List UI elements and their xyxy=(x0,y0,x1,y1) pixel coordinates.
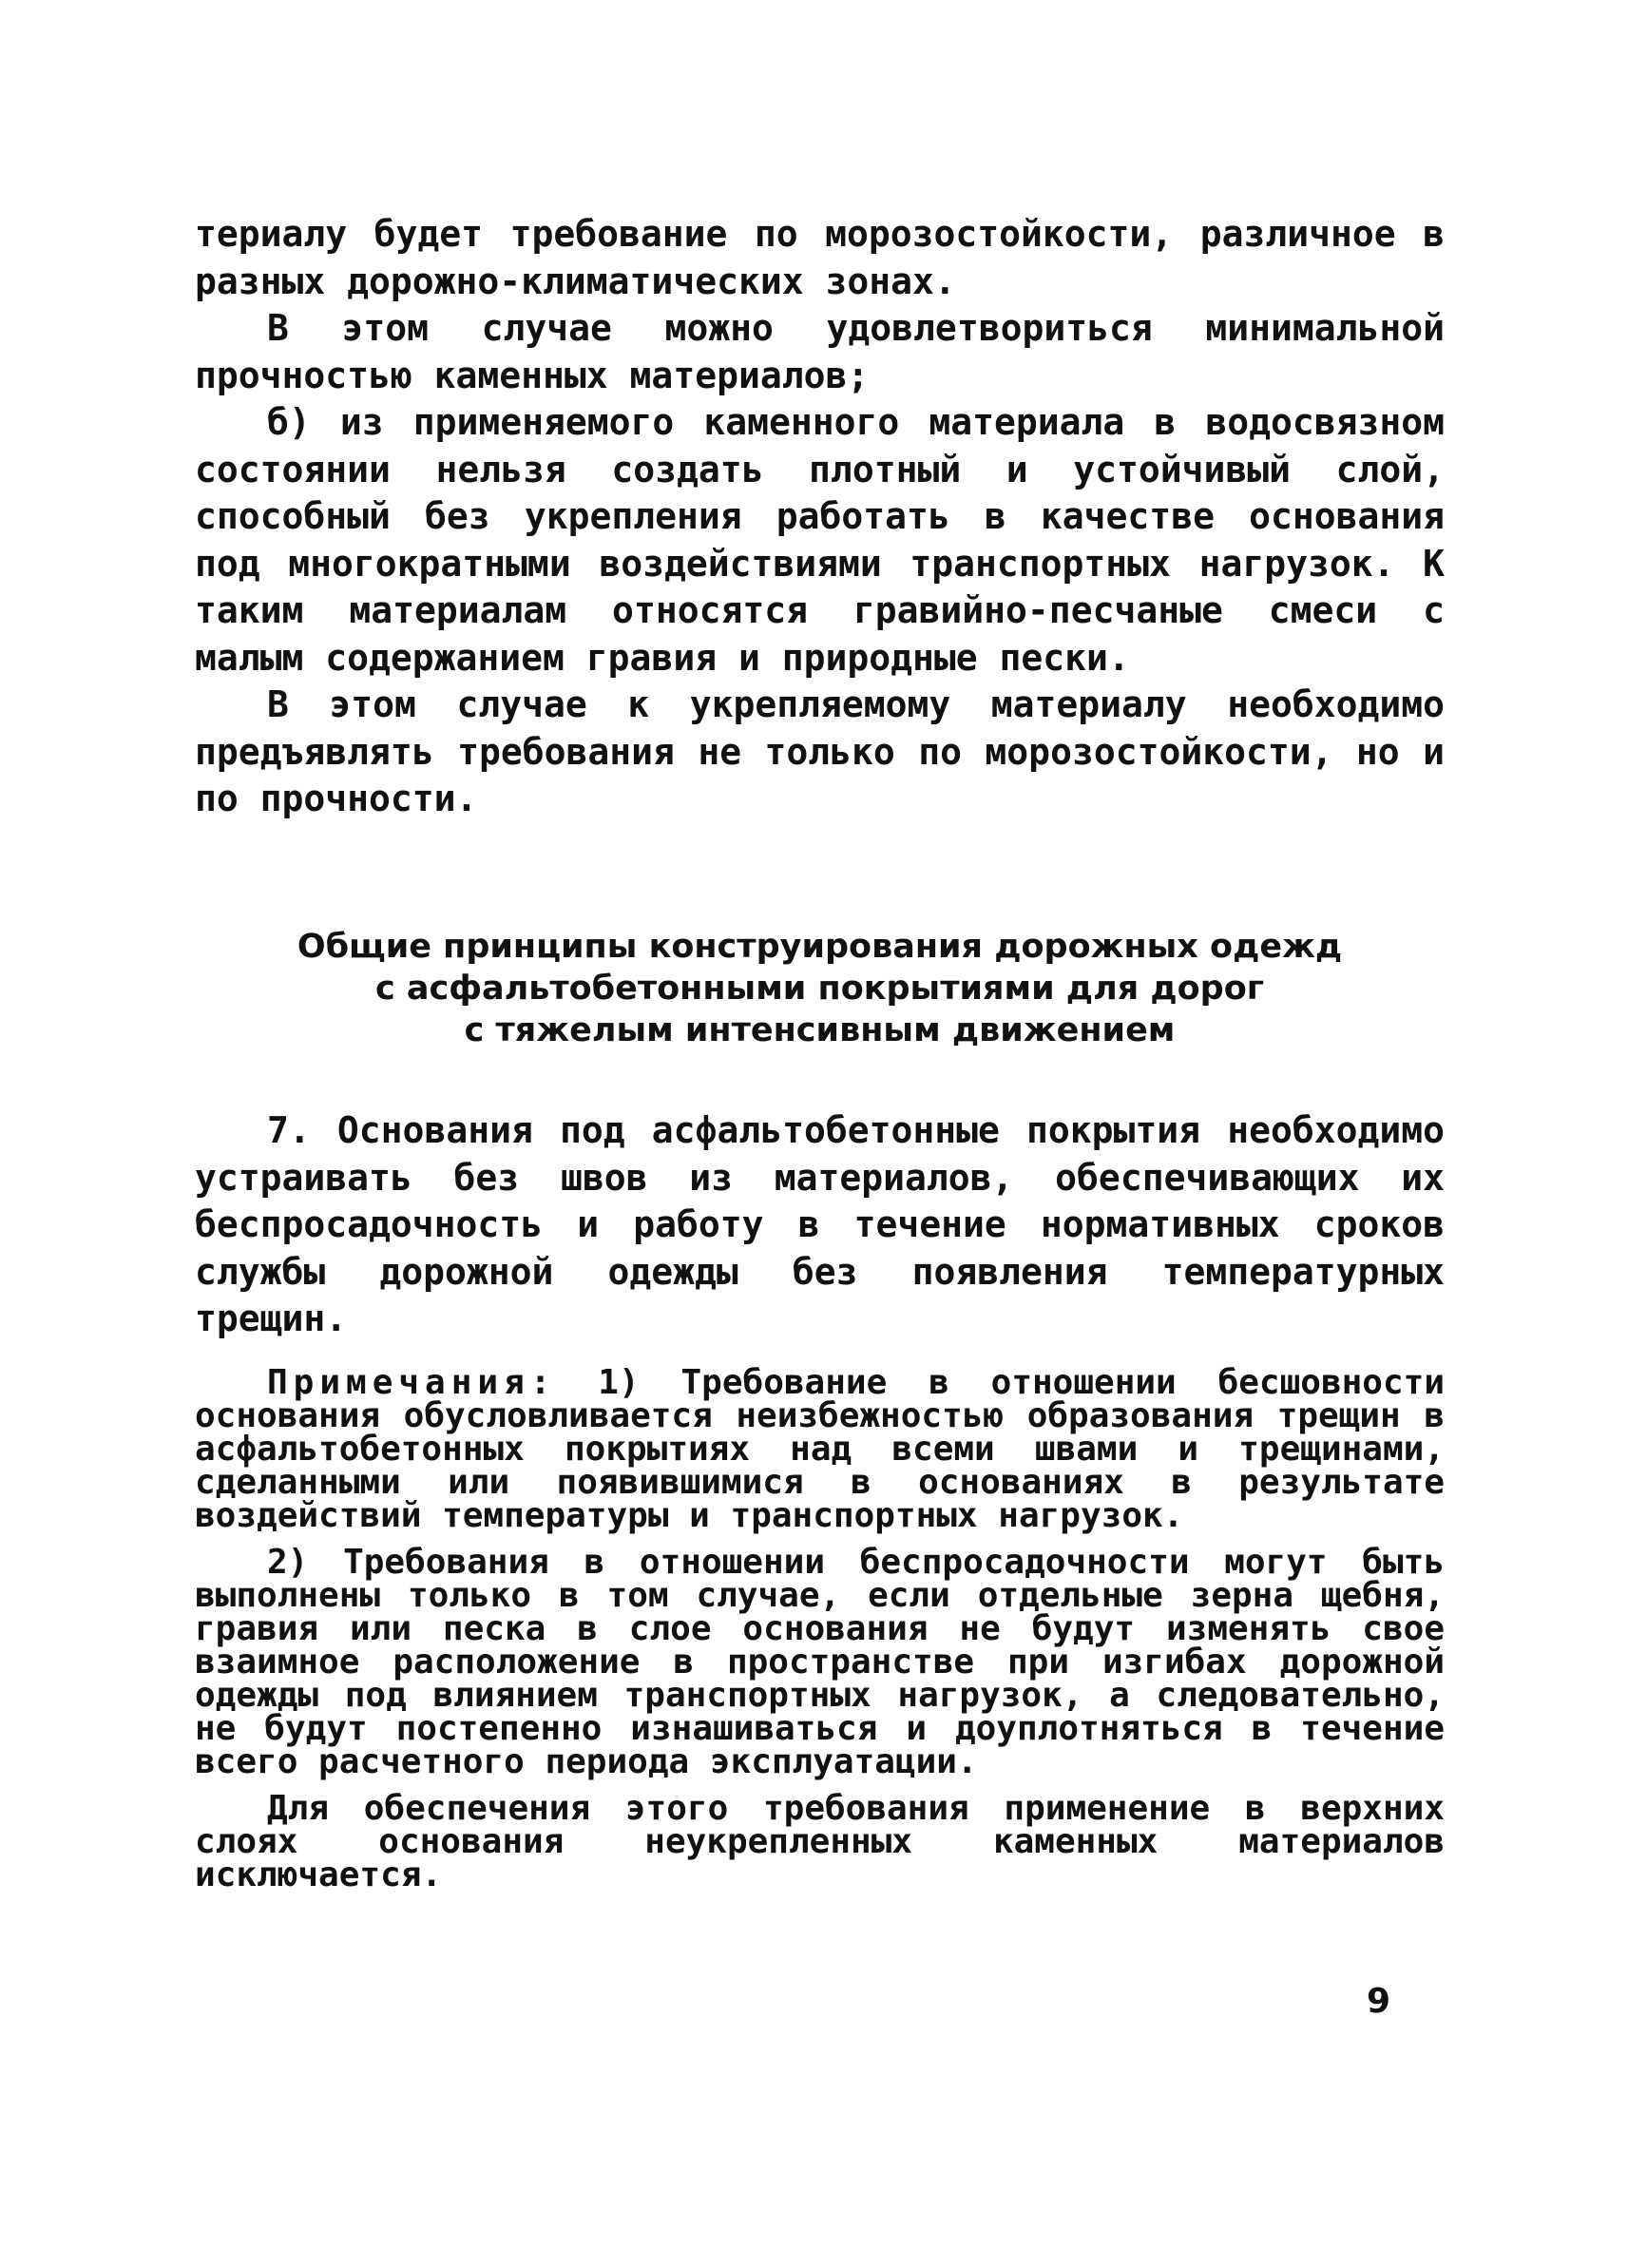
body-text xyxy=(195,211,1445,823)
paragraph-minimal-strength: В этом случае можно удовлетвориться минимальной прочностью каменных материалов; xyxy=(195,307,1445,396)
heading-line-1: Общие принципы конструирования дорожных одежд xyxy=(297,928,1343,966)
notes-block xyxy=(195,1363,1445,1905)
clause-7 xyxy=(195,1107,1445,1343)
notes-label: Примечания: xyxy=(267,1363,557,1402)
note-3: Для обеспечения этого требования применение в верхних слоях основания неукрепленных каменных материалов исключается. xyxy=(195,1789,1445,1894)
page-number: 9 xyxy=(1367,1982,1391,2021)
paragraph-requirements: В этом случае к укрепляемому материалу необходимо предъявлять требования не только по морозостойкости, но и по прочности. xyxy=(195,683,1445,819)
note-1-text: 1) Требование в отношении бесшовности основания обусловливается неизбежностью образования трещин в асфальтобетонных покрытиях над всеми швами и трещинами, сделанными или появившимися в основаниях в результате воздействий температуры и транспортных нагрузок. xyxy=(195,1363,1445,1535)
paragraph-item-b: б) из применяемого каменного материала в водосвязном состоянии нельзя создать плотный и устойчивый слой, способный без укрепления работать в качестве основания под многократными воздействиями транспортных нагрузок. К таким материалам относятся гравийно-песчаные смеси с малым содержанием гравия и природные пески. xyxy=(195,401,1445,679)
heading-line-2: с асфальтобетонными покрытиями для дорог xyxy=(374,970,1265,1008)
note-2: 2) Требования в отношении беспросадочности могут быть выполнены только в том случае, если отдельные зерна щебня, гравия или песка в слое основания не будут изменять свое взаимное расположение в пространстве при изгибах дорожной одежды под влиянием транспортных нагрузок, а следовательно, не будут постепенно изнашиваться и доуплотняться в течение всего расчетного периода эксплуатации. xyxy=(195,1543,1445,1781)
paragraph-continuation: териалу будет требование по морозостойкости, различное в разных дорожно-климатических зонах. xyxy=(195,213,1445,302)
heading-line-3: с тяжелым интенсивным движением xyxy=(464,1011,1176,1049)
clause-7-text: 7. Основания под асфальтобетонные покрытия необходимо устраивать без швов из материалов, обеспечивающих их беспросадочность и работу в течение нормативных сроков службы дорожной одежды без появления температурных трещин. xyxy=(195,1109,1445,1339)
section-heading xyxy=(195,926,1445,1051)
note-1 xyxy=(195,1363,1445,1535)
